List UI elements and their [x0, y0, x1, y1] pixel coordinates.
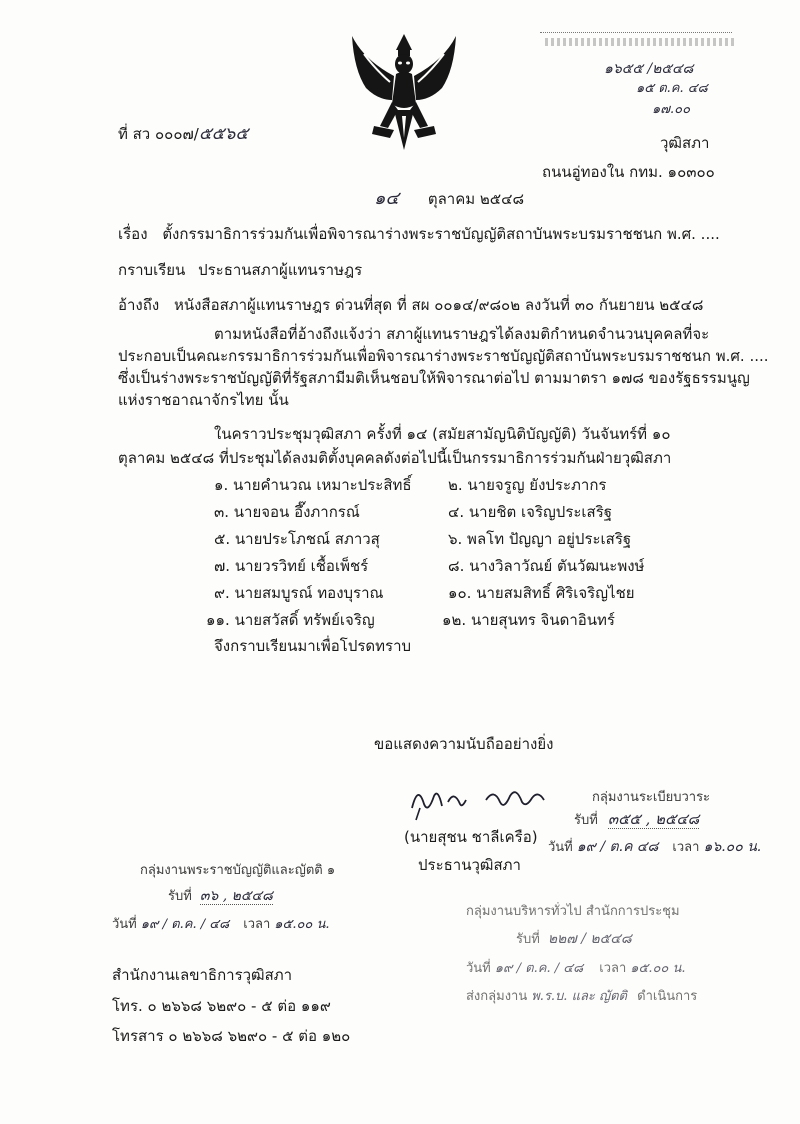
list-item: ๔. นายชิต เจริญประเสริฐ	[448, 503, 613, 521]
document-number	[118, 125, 248, 143]
footer-fax: โทรสาร ๐ ๒๖๖๘ ๖๒๙๐ - ๕ ต่อ ๑๒๐	[112, 1027, 351, 1045]
recipient-text: ประธานสภาผู้แทนราษฎร	[198, 261, 363, 279]
stamp-received-value: ๓๕๕ , ๒๕๔๘	[607, 810, 700, 828]
stamp-top-date: ๑๕ ต.ค. ๔๘	[636, 81, 708, 96]
stamp-date-value: ๑๙ / ต.ค. / ๔๘	[140, 917, 230, 932]
list-item: ๑๐. นายสมสิทธิ์ ศิริเจริญไชย	[448, 584, 635, 602]
stamp-date-label: วันที่	[466, 961, 491, 976]
body-p1-line: ซึ่งเป็นร่างพระราชบัญญัติที่รัฐสภามีมติเห็นชอบให้พิจารณาต่อไป ตามมาตรา ๑๗๘ ของรัฐธรรมนูญ	[118, 369, 750, 387]
stamp-date-time	[466, 960, 686, 978]
list-item: ๓. นายจอน อึ๊งภากรณ์	[214, 503, 360, 521]
list-item: ๑. นายคำนวณ เหมาะประสิทธิ์	[214, 476, 412, 494]
stamp-date-time	[112, 916, 330, 934]
regards-text: ขอแสดงความนับถืออย่างยิ่ง	[374, 735, 554, 753]
stamp-received-value: ๒๒๗ / ๒๕๔๘	[547, 931, 632, 947]
stamp-title: กลุ่มงานระเบียบวาระ	[592, 790, 711, 805]
stamp-received-label: รับที่	[574, 813, 598, 828]
stamp-received-label: รับที่	[168, 889, 192, 904]
body-p1-line: ตามหนังสือที่อ้างถึงแจ้งว่า สภาผู้แทนราษฎรได้ลงมติกำหนดจำนวนบุคคลที่จะ	[214, 325, 710, 343]
list-item: ๑๒. นายสุนทร จินดาอินทร์	[442, 611, 615, 629]
stamp-forward	[466, 988, 697, 1006]
footer-office: สำนักงานเลขาธิการวุฒิสภา	[112, 966, 293, 984]
stamp-date-label: วันที่	[112, 917, 137, 932]
subject-label: เรื่อง	[118, 225, 148, 243]
list-item: ๙. นายสมบูรณ์ ทองบุราณ	[214, 584, 384, 602]
doc-number-label: ที่ สว ๐๐๐๗/	[118, 125, 199, 143]
list-item: ๕. นายประโภชณ์ สภาวสุ	[214, 530, 380, 548]
stamp-received	[516, 930, 632, 949]
closing-line: จึงกราบเรียนมาเพื่อโปรดทราบ	[214, 637, 412, 655]
signer-name: (นายสุชน ชาลีเครือ)	[404, 828, 538, 846]
body-p2-line: ในคราวประชุมวุฒิสภา ครั้งที่ ๑๔ (สมัยสามัญนิติบัญญัติ) วันจันทร์ที่ ๑๐	[214, 425, 671, 443]
sender-org: วุฒิสภา	[660, 134, 710, 152]
stamp-time-label: เวลา	[672, 840, 700, 855]
stamp-title: กลุ่มงานบริหารทั่วไป สำนักการประชุม	[466, 904, 680, 919]
date-day-handwritten: ๑๔	[374, 188, 400, 209]
stamp-received	[168, 887, 273, 906]
stamp-top-time: ๑๗.๐๐	[652, 102, 691, 117]
list-item: ๖. พลโท ปัญญา อยู่ประเสริฐ	[448, 530, 632, 548]
recipient-line	[118, 261, 362, 279]
stamp-action-label: ดำเนินการ	[637, 989, 698, 1004]
stamp-received-value: ๓๖ , ๒๕๔๘	[199, 888, 273, 904]
body-p1-line: ประกอบเป็นคณะกรรมาธิการร่วมกันเพื่อพิจารณาร่างพระราชบัญญัติสถาบันพระบรมราชชนก พ.ศ. ....	[118, 347, 769, 365]
stamp-date-value: ๑๙ / ต.ค ๔๘	[576, 839, 659, 855]
stamp-received-label: รับที่	[516, 932, 540, 947]
body-p2-line: ตุลาคม ๒๕๔๘ ที่ประชุมได้ลงมติตั้งบุคคลดังต่อไปนี้เป็นกรรมาธิการร่วมกันฝ่ายวุฒิสภา	[118, 449, 672, 467]
list-item: ๗. นายวรวิทย์ เชื้อเพ็ชร์	[214, 557, 369, 575]
stamp-time-value: ๑๕.๐๐ น.	[274, 917, 330, 932]
stamp-date-label: วันที่	[548, 840, 573, 855]
subject-line	[118, 225, 720, 243]
date-month-year: ตุลาคม ๒๕๔๘	[427, 190, 525, 208]
reference-text: หนังสือสภาผู้แทนราษฎร ด่วนที่สุด ที่ สผ ๐๐๑๔/๙๘๐๒ ลงวันที่ ๓๐ กันยายน ๒๕๔๘	[173, 296, 704, 314]
stamp-time-label: เวลา	[243, 917, 271, 932]
handwritten-signature	[404, 778, 554, 822]
stamp-received	[574, 810, 699, 830]
stamp-date-value: ๑๙ / ต.ค. / ๔๘	[494, 961, 584, 976]
stamp-time-value: ๑๖.๐๐ น.	[703, 839, 762, 855]
stamp-time-value: ๑๕.๐๐ น.	[630, 961, 686, 976]
subject-text: ตั้งกรรมาธิการร่วมกันเพื่อพิจารณาร่างพระราชบัญญัติสถาบันพระบรมราชชนก พ.ศ. ....	[162, 225, 720, 243]
reference-label: อ้างถึง	[118, 296, 160, 314]
stamp-forward-value: พ.ร.บ. และ ญัตติ	[531, 989, 627, 1004]
sender-address: ถนนอู่ทองใน กทม. ๑๐๓๐๐	[542, 163, 715, 181]
garuda-emblem-icon	[344, 30, 464, 158]
reference-line	[118, 296, 703, 314]
list-item: ๒. นายจรูญ ยังประภากร	[448, 476, 607, 494]
stamp-forward-label: ส่งกลุ่มงาน	[466, 989, 528, 1004]
doc-number-handwritten: ๕๕๖๕	[198, 124, 249, 144]
stamp-date-time	[548, 838, 761, 857]
date-line	[374, 190, 524, 208]
signer-title: ประธานวุฒิสภา	[418, 856, 521, 874]
recipient-label: กราบเรียน	[118, 261, 186, 279]
footer-phone: โทร. ๐ ๒๖๖๘ ๖๒๙๐ - ๕ ต่อ ๑๑๙	[112, 997, 331, 1015]
list-item: ๑๑. นายสวัสดิ์ ทรัพย์เจริญ	[206, 611, 375, 629]
list-item: ๘. นางวิลาวัณย์ ตันวัฒนะพงษ์	[448, 557, 645, 575]
stamp-title: กลุ่มงานพระราชบัญญัติและญัตติ ๑	[140, 863, 336, 878]
stamp-time-label: เวลา	[599, 961, 627, 976]
body-p1-line: แห่งราชอาณาจักรไทย นั้น	[118, 391, 289, 409]
stamp-top-number: ๑๖๕๕ /๒๕๔๘	[604, 61, 694, 77]
